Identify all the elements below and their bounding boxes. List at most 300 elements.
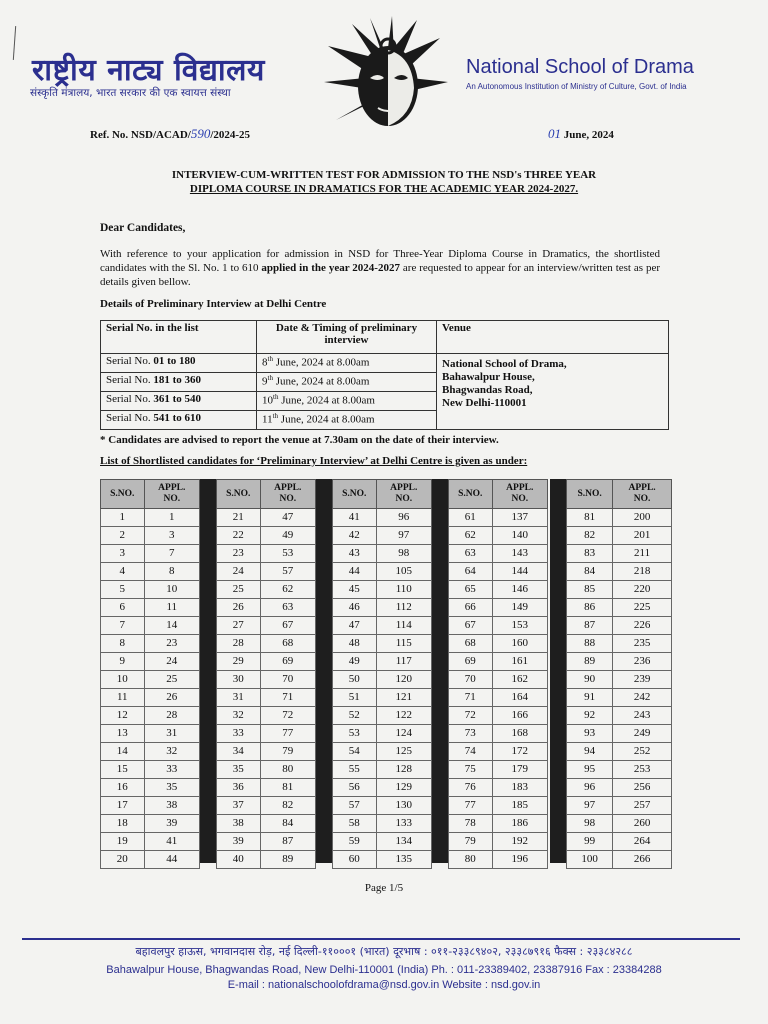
application-number-cell: 110 — [376, 581, 431, 599]
table-row — [217, 833, 316, 851]
table-row — [567, 509, 672, 527]
serial-number-cell: 51 — [333, 689, 377, 707]
serial-number-cell: 34 — [217, 743, 261, 761]
table-row — [567, 833, 672, 851]
table-row — [567, 761, 672, 779]
application-number-cell: 67 — [260, 617, 315, 635]
application-number-cell: 14 — [144, 617, 199, 635]
serial-number-cell: 29 — [217, 653, 261, 671]
application-number-cell: 112 — [376, 599, 431, 617]
shortlist-header-row — [567, 480, 672, 509]
footer-rule — [22, 938, 740, 940]
schedule-row: Serial No. 181 to 360 9th June, 2024 at 8.00am — [101, 373, 669, 392]
table-row — [449, 671, 548, 689]
table-row — [567, 689, 672, 707]
serial-number-cell: 100 — [567, 851, 613, 869]
table-row — [567, 653, 672, 671]
application-number-cell: 8 — [144, 563, 199, 581]
application-number-cell: 38 — [144, 797, 199, 815]
application-number-cell: 121 — [376, 689, 431, 707]
table-row — [567, 779, 672, 797]
application-number-cell: 68 — [260, 635, 315, 653]
serial-number-cell: 28 — [217, 635, 261, 653]
shortlist-header-row — [217, 480, 316, 509]
application-number-cell: 226 — [613, 617, 672, 635]
serial-number-cell: 93 — [567, 725, 613, 743]
english-institution-name: National School of Drama — [466, 56, 694, 78]
table-row — [217, 743, 316, 761]
serial-number-cell: 12 — [101, 707, 145, 725]
serial-number-cell: 96 — [567, 779, 613, 797]
application-number-cell: 137 — [492, 509, 547, 527]
serial-number-cell: 14 — [101, 743, 145, 761]
serial-number-cell: 80 — [449, 851, 493, 869]
serial-number-cell: 9 — [101, 653, 145, 671]
application-number-cell: 256 — [613, 779, 672, 797]
serial-number-cell: 87 — [567, 617, 613, 635]
shortlist-header-row — [101, 480, 200, 509]
serial-number-cell: 37 — [217, 797, 261, 815]
serial-number-cell: 41 — [333, 509, 377, 527]
serial-number-cell: 72 — [449, 707, 493, 725]
shortlist-header-row — [449, 480, 548, 509]
page-number: Page 1/5 — [364, 882, 404, 894]
table-row — [449, 635, 548, 653]
table-row — [449, 815, 548, 833]
table-row — [217, 545, 316, 563]
application-number-cell: 77 — [260, 725, 315, 743]
table-row — [449, 833, 548, 851]
serial-number-cell: 36 — [217, 779, 261, 797]
application-number-cell: 133 — [376, 815, 431, 833]
table-row — [333, 617, 432, 635]
serial-number-cell: 76 — [449, 779, 493, 797]
table-row — [449, 743, 548, 761]
serial-number-cell: 4 — [101, 563, 145, 581]
serial-number-cell: 56 — [333, 779, 377, 797]
application-number-cell: 249 — [613, 725, 672, 743]
application-number-cell: 35 — [144, 779, 199, 797]
table-row — [567, 743, 672, 761]
table-row — [333, 851, 432, 869]
application-number-cell: 79 — [260, 743, 315, 761]
application-number-cell: 47 — [260, 509, 315, 527]
serial-number-cell: 62 — [449, 527, 493, 545]
column-header-sno: S.NO. — [101, 480, 145, 509]
application-number-cell: 3 — [144, 527, 199, 545]
serial-number-cell: 95 — [567, 761, 613, 779]
shortlist-heading: List of Shortlisted candidates for ‘Preliminary Interview’ at Delhi Centre is given as under: — [100, 455, 528, 467]
serial-number-cell: 97 — [567, 797, 613, 815]
shortlist-block — [332, 479, 432, 869]
footer-contact: E-mail : nationalschoolofdrama@nsd.gov.in Website : nsd.gov.in — [227, 979, 541, 991]
table-row — [567, 797, 672, 815]
serial-number-cell: 66 — [449, 599, 493, 617]
serial-number-cell: 30 — [217, 671, 261, 689]
table-row — [217, 671, 316, 689]
serial-number-cell: 54 — [333, 743, 377, 761]
application-number-cell: 128 — [376, 761, 431, 779]
application-number-cell: 72 — [260, 707, 315, 725]
application-number-cell: 168 — [492, 725, 547, 743]
table-row — [217, 689, 316, 707]
application-number-cell: 172 — [492, 743, 547, 761]
application-number-cell: 114 — [376, 617, 431, 635]
table-row — [449, 527, 548, 545]
serial-number-cell: 15 — [101, 761, 145, 779]
table-row — [217, 851, 316, 869]
application-number-cell: 31 — [144, 725, 199, 743]
application-number-cell: 192 — [492, 833, 547, 851]
application-number-cell: 96 — [376, 509, 431, 527]
column-header-appl-no: APPL. NO. — [613, 480, 672, 509]
shortlist-block — [448, 479, 548, 869]
application-number-cell: 242 — [613, 689, 672, 707]
application-number-cell: 98 — [376, 545, 431, 563]
serial-number-cell: 52 — [333, 707, 377, 725]
column-header-sno: S.NO. — [217, 480, 261, 509]
application-number-cell: 162 — [492, 671, 547, 689]
application-number-cell: 257 — [613, 797, 672, 815]
table-row — [567, 707, 672, 725]
letter-date: 01 June, 2024 — [548, 126, 614, 141]
table-row — [217, 761, 316, 779]
table-row — [449, 725, 548, 743]
application-number-cell: 160 — [492, 635, 547, 653]
table-row — [217, 815, 316, 833]
venue-address: National School of Drama, Bahawalpur House, Bhagwandas Road, New Delhi-110001 — [437, 354, 669, 430]
application-number-cell: 235 — [613, 635, 672, 653]
handwritten-day: 01 — [548, 126, 561, 141]
application-number-cell: 97 — [376, 527, 431, 545]
serial-number-cell: 35 — [217, 761, 261, 779]
table-row — [333, 743, 432, 761]
application-number-cell: 183 — [492, 779, 547, 797]
serial-number-cell: 55 — [333, 761, 377, 779]
table-row — [101, 815, 200, 833]
application-number-cell: 201 — [613, 527, 672, 545]
table-row — [101, 833, 200, 851]
table-row — [449, 779, 548, 797]
serial-number-cell: 22 — [217, 527, 261, 545]
serial-number-cell: 58 — [333, 815, 377, 833]
application-number-cell: 69 — [260, 653, 315, 671]
column-divider — [550, 479, 566, 863]
serial-number-cell: 32 — [217, 707, 261, 725]
serial-number-cell: 45 — [333, 581, 377, 599]
application-number-cell: 186 — [492, 815, 547, 833]
serial-number-cell: 8 — [101, 635, 145, 653]
table-row — [449, 617, 548, 635]
application-number-cell: 161 — [492, 653, 547, 671]
serial-number-cell: 77 — [449, 797, 493, 815]
schedule-header-venue: Venue — [437, 321, 669, 354]
table-row — [101, 545, 200, 563]
application-number-cell: 115 — [376, 635, 431, 653]
table-row — [333, 653, 432, 671]
pen-mark — [13, 26, 16, 60]
serial-number-cell: 65 — [449, 581, 493, 599]
serial-number-cell: 67 — [449, 617, 493, 635]
application-number-cell: 140 — [492, 527, 547, 545]
salutation: Dear Candidates, — [100, 222, 186, 234]
table-row — [217, 707, 316, 725]
application-number-cell: 253 — [613, 761, 672, 779]
table-row — [101, 761, 200, 779]
serial-number-cell: 48 — [333, 635, 377, 653]
table-row — [101, 689, 200, 707]
application-number-cell: 120 — [376, 671, 431, 689]
serial-number-cell: 98 — [567, 815, 613, 833]
serial-number-cell: 3 — [101, 545, 145, 563]
application-number-cell: 53 — [260, 545, 315, 563]
application-number-cell: 166 — [492, 707, 547, 725]
column-header-sno: S.NO. — [567, 480, 613, 509]
table-row — [449, 653, 548, 671]
table-row — [217, 725, 316, 743]
application-number-cell: 63 — [260, 599, 315, 617]
serial-number-cell: 13 — [101, 725, 145, 743]
table-row — [449, 851, 548, 869]
table-row — [567, 671, 672, 689]
serial-number-cell: 44 — [333, 563, 377, 581]
serial-number-cell: 33 — [217, 725, 261, 743]
table-row — [449, 509, 548, 527]
serial-number-cell: 26 — [217, 599, 261, 617]
application-number-cell: 89 — [260, 851, 315, 869]
serial-number-cell: 6 — [101, 599, 145, 617]
table-row — [567, 617, 672, 635]
serial-number-cell: 57 — [333, 797, 377, 815]
serial-number-cell: 79 — [449, 833, 493, 851]
application-number-cell: 26 — [144, 689, 199, 707]
application-number-cell: 1 — [144, 509, 199, 527]
table-row — [101, 509, 200, 527]
table-row — [333, 779, 432, 797]
serial-number-cell: 20 — [101, 851, 145, 869]
application-number-cell: 117 — [376, 653, 431, 671]
application-number-cell: 220 — [613, 581, 672, 599]
table-row — [333, 833, 432, 851]
application-number-cell: 266 — [613, 851, 672, 869]
table-row — [567, 599, 672, 617]
application-number-cell: 122 — [376, 707, 431, 725]
application-number-cell: 196 — [492, 851, 547, 869]
serial-number-cell: 10 — [101, 671, 145, 689]
serial-number-cell: 83 — [567, 545, 613, 563]
application-number-cell: 41 — [144, 833, 199, 851]
serial-number-cell: 49 — [333, 653, 377, 671]
column-header-appl-no: APPL. NO. — [376, 480, 431, 509]
table-row — [217, 581, 316, 599]
serial-number-cell: 1 — [101, 509, 145, 527]
table-row — [567, 527, 672, 545]
application-number-cell: 252 — [613, 743, 672, 761]
serial-number-cell: 78 — [449, 815, 493, 833]
table-row — [333, 545, 432, 563]
table-row — [217, 617, 316, 635]
application-number-cell: 218 — [613, 563, 672, 581]
table-row — [449, 599, 548, 617]
serial-number-cell: 70 — [449, 671, 493, 689]
table-row — [449, 707, 548, 725]
application-number-cell: 82 — [260, 797, 315, 815]
serial-number-cell: 47 — [333, 617, 377, 635]
table-row — [567, 815, 672, 833]
serial-number-cell: 39 — [217, 833, 261, 851]
table-row — [449, 761, 548, 779]
schedule-row: Serial No. 361 to 540 10th June, 2024 at 8.00am — [101, 392, 669, 411]
serial-number-cell: 16 — [101, 779, 145, 797]
application-number-cell: 7 — [144, 545, 199, 563]
intro-paragraph: With reference to your application for admission in NSD for Three-Year Diploma Course in Dramatics, the shortlisted candidates with the Sl. No. 1 to 610 applied in the year 2024-2027 are requested to appear for an interview/written test as per details given bellow. — [100, 248, 661, 288]
application-number-cell: 84 — [260, 815, 315, 833]
serial-number-cell: 86 — [567, 599, 613, 617]
application-number-cell: 11 — [144, 599, 199, 617]
application-number-cell: 10 — [144, 581, 199, 599]
application-number-cell: 33 — [144, 761, 199, 779]
application-number-cell: 28 — [144, 707, 199, 725]
table-row — [101, 599, 200, 617]
application-number-cell: 24 — [144, 653, 199, 671]
column-divider — [316, 479, 332, 863]
application-number-cell: 81 — [260, 779, 315, 797]
application-number-cell: 125 — [376, 743, 431, 761]
serial-number-cell: 94 — [567, 743, 613, 761]
serial-number-cell: 19 — [101, 833, 145, 851]
application-number-cell: 80 — [260, 761, 315, 779]
table-row — [333, 671, 432, 689]
application-number-cell: 87 — [260, 833, 315, 851]
application-number-cell: 134 — [376, 833, 431, 851]
application-number-cell: 225 — [613, 599, 672, 617]
reporting-note: * Candidates are advised to report the venue at 7.30am on the date of their interview. — [100, 434, 499, 446]
serial-number-cell: 82 — [567, 527, 613, 545]
column-header-appl-no: APPL. NO. — [144, 480, 199, 509]
serial-number-cell: 43 — [333, 545, 377, 563]
application-number-cell: 44 — [144, 851, 199, 869]
serial-number-cell: 38 — [217, 815, 261, 833]
table-row — [101, 527, 200, 545]
application-number-cell: 149 — [492, 599, 547, 617]
column-header-appl-no: APPL. NO. — [260, 480, 315, 509]
application-number-cell: 200 — [613, 509, 672, 527]
table-row — [217, 635, 316, 653]
table-row — [333, 599, 432, 617]
application-number-cell: 153 — [492, 617, 547, 635]
serial-number-cell: 46 — [333, 599, 377, 617]
serial-number-cell: 50 — [333, 671, 377, 689]
table-row — [101, 563, 200, 581]
serial-number-cell: 81 — [567, 509, 613, 527]
column-divider — [432, 479, 448, 863]
application-number-cell: 146 — [492, 581, 547, 599]
table-row — [217, 653, 316, 671]
table-row — [217, 599, 316, 617]
table-row — [101, 635, 200, 653]
serial-number-cell: 61 — [449, 509, 493, 527]
shortlist-block — [100, 479, 200, 869]
serial-number-cell: 69 — [449, 653, 493, 671]
table-row — [333, 725, 432, 743]
schedule-header-date: Date & Timing of preliminary interview — [257, 321, 437, 354]
serial-number-cell: 90 — [567, 671, 613, 689]
shortlist-block — [566, 479, 672, 869]
serial-number-cell: 31 — [217, 689, 261, 707]
serial-number-cell: 27 — [217, 617, 261, 635]
application-number-cell: 236 — [613, 653, 672, 671]
application-number-cell: 39 — [144, 815, 199, 833]
application-number-cell: 70 — [260, 671, 315, 689]
table-row — [101, 779, 200, 797]
table-row — [449, 545, 548, 563]
table-row — [333, 707, 432, 725]
application-number-cell: 62 — [260, 581, 315, 599]
serial-number-cell: 85 — [567, 581, 613, 599]
application-number-cell: 25 — [144, 671, 199, 689]
column-header-appl-no: APPL. NO. — [492, 480, 547, 509]
table-row — [101, 653, 200, 671]
table-row — [333, 797, 432, 815]
serial-number-cell: 73 — [449, 725, 493, 743]
serial-number-cell: 18 — [101, 815, 145, 833]
handwritten-ref-number: 590 — [190, 126, 211, 141]
table-row — [567, 581, 672, 599]
schedule-row: Serial No. 01 to 180 8th June, 2024 at 8.00am National School of Drama, Bahawalpur House, Bhagwandas Road, New Delhi-110001 — [101, 354, 669, 373]
application-number-cell: 124 — [376, 725, 431, 743]
serial-number-cell: 25 — [217, 581, 261, 599]
serial-number-cell: 11 — [101, 689, 145, 707]
reference-number: Ref. No. NSD/ACAD/590/2024-25 — [90, 126, 251, 141]
table-row — [567, 725, 672, 743]
footer-english-address: Bahawalpur House, Bhagwandas Road, New Delhi-110001 (India) Ph. : 011-23389402, 23387916 Fax : 23384288 — [106, 964, 662, 976]
table-row — [101, 707, 200, 725]
table-row — [333, 527, 432, 545]
application-number-cell: 129 — [376, 779, 431, 797]
shortlist-block — [216, 479, 316, 869]
shortlist-table — [100, 479, 672, 863]
schedule-title: Details of Preliminary Interview at Delhi Centre — [100, 298, 327, 310]
application-number-cell: 23 — [144, 635, 199, 653]
table-row — [333, 563, 432, 581]
serial-number-cell: 23 — [217, 545, 261, 563]
serial-number-cell: 75 — [449, 761, 493, 779]
table-row — [449, 689, 548, 707]
interview-schedule-table — [100, 320, 669, 430]
application-number-cell: 71 — [260, 689, 315, 707]
application-number-cell: 32 — [144, 743, 199, 761]
serial-number-cell: 68 — [449, 635, 493, 653]
serial-number-cell: 59 — [333, 833, 377, 851]
drama-mask-logo-icon — [322, 16, 452, 134]
table-row — [333, 509, 432, 527]
application-number-cell: 49 — [260, 527, 315, 545]
serial-number-cell: 64 — [449, 563, 493, 581]
table-row — [333, 635, 432, 653]
serial-number-cell: 89 — [567, 653, 613, 671]
serial-number-cell: 21 — [217, 509, 261, 527]
serial-number-cell: 74 — [449, 743, 493, 761]
application-number-cell: 264 — [613, 833, 672, 851]
shortlist-header-row — [333, 480, 432, 509]
column-header-sno: S.NO. — [449, 480, 493, 509]
serial-number-cell: 91 — [567, 689, 613, 707]
column-header-sno: S.NO. — [333, 480, 377, 509]
table-row — [567, 851, 672, 869]
serial-number-cell: 60 — [333, 851, 377, 869]
application-number-cell: 57 — [260, 563, 315, 581]
hindi-institution-name: राष्ट्रीय नाट्य विद्यालय — [32, 53, 265, 88]
